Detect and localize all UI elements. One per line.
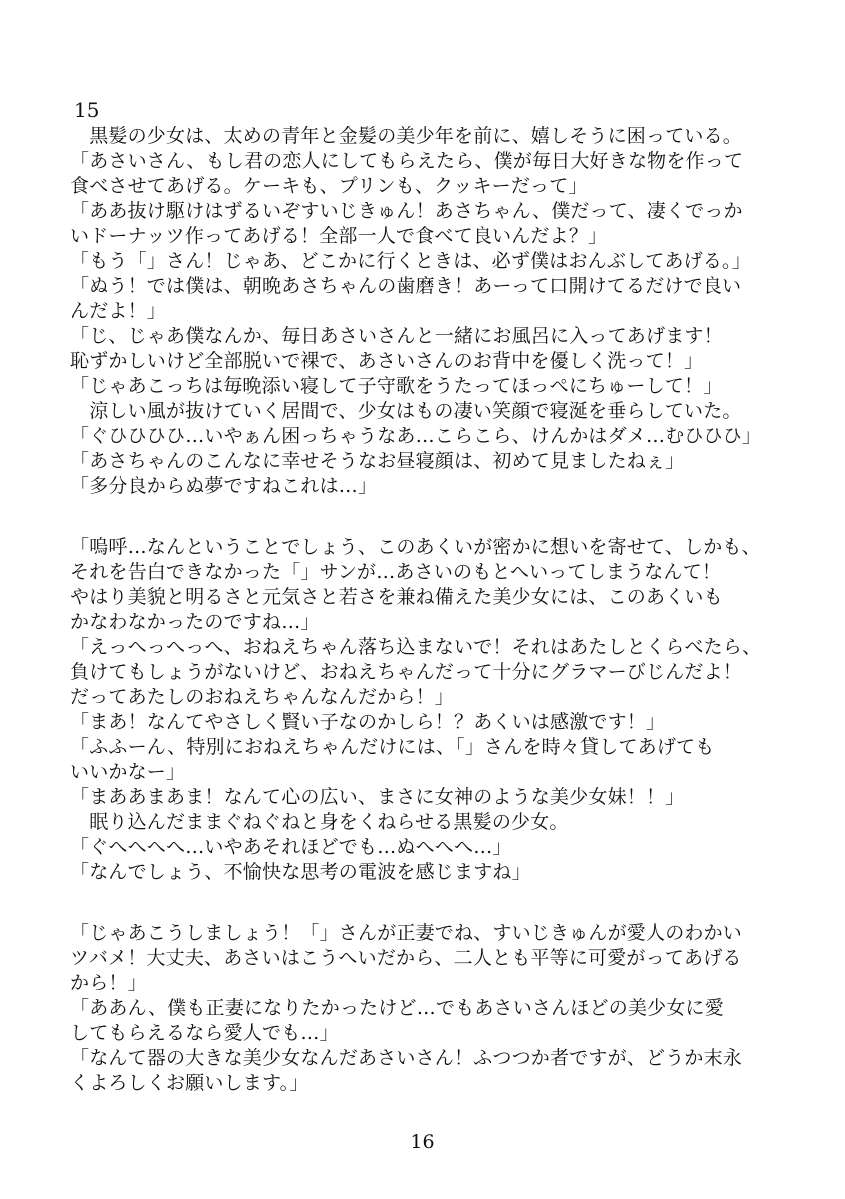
text-line: 「じゃあこっちは毎晩添い寝して子守歌をうたってほっぺにちゅーして！」 [70, 375, 723, 397]
text-line: 「ぬう！では僕は、朝晩あさちゃんの歯磨き！あーって口開けてるだけで良い [70, 275, 742, 297]
text-line: かなわなかったのですね…」 [70, 611, 320, 633]
paragraph-2 [70, 535, 800, 885]
text-line: 食べさせてあげる。ケーキも、プリンも、クッキーだって」 [70, 175, 588, 197]
text-line: 「あさちゃんのこんなに幸せそうなお昼寝顔は、初めて見ましたねぇ」 [70, 450, 685, 472]
text-line: 「まあ！なんてやさしく賢い子なのかしら！？あくいは感激です！」 [70, 711, 666, 733]
text-line: 「ああん、僕も正妻になりたかったけど…でもあさいさんほどの美少女に愛 [70, 997, 724, 1019]
text-line: ツバメ！大丈夫、あさいはこうへいだから、二人とも平等に可愛がってあげる [70, 947, 742, 969]
text-line: 「もう「」さん！じゃあ、どこかに行くときは、必ず僕はおんぶしてあげる。」 [70, 250, 751, 272]
text-line: 「じ、じゃあ僕なんか、毎日あさいさんと一緒にお風呂に入ってあげます！ [70, 325, 723, 347]
text-line: 黒髪の少女は、太めの青年と金髪の美少年を前に、嬉しそうに困っている。 [70, 125, 743, 147]
text-line: 「ああ抜け駆けはずるいぞすいじきゅん！あさちゃん、僕だって、凄くでっか [70, 200, 743, 222]
text-line: から！」 [70, 972, 147, 994]
text-line: いいかなー」 [70, 761, 186, 783]
body-text [70, 124, 800, 1096]
text-line: やはり美貌と明るさと元気さと若さを兼ね備えた美少女には、このあくいも [70, 586, 723, 608]
text-line: いドーナッツ作ってあげる！全部一人で食べて良いんだよ？」 [70, 225, 608, 247]
text-line: くよろしくお願いします。」 [70, 1072, 309, 1094]
text-line: だってあたしのおねえちゃんなんだから！」 [70, 686, 455, 708]
text-line: 恥ずかしいけど全部脱いで裸で、あさいさんのお背中を優しく洗って！」 [70, 350, 704, 372]
text-line: 「なんでしょう、不愉快な思考の電波を感じますね」 [70, 861, 531, 883]
text-line: 涼しい風が抜けていく居間で、少女はもの凄い笑顔で寝涎を垂らしていた。 [70, 400, 742, 422]
text-line: 「ぐへへへへ…いやあそれほどでも…ぬへへへ…」 [70, 836, 512, 858]
paragraph-gap [70, 499, 800, 535]
text-line: 「あさいさん、もし君の恋人にしてもらえたら、僕が毎日大好きな物を作って [70, 150, 744, 172]
paragraph-1 [70, 124, 800, 499]
text-line: 「ふふーん、特別におねえちゃんだけには、「」さんを時々貸してあげても [70, 736, 715, 758]
text-line: 眠り込んだままぐねぐねと身をくねらせる黒髪の少女。 [70, 811, 569, 833]
text-line: 負けてもしょうがないけど、おねえちゃんだって十分にグラマーびじんだよ！ [70, 661, 743, 683]
text-line: 「ぐひひひひ…いやぁん困っちゃうなあ…こらこら、けんかはダメ…むひひひ」 [70, 425, 762, 447]
text-line: 「まああまあま！なんて心の広い、まさに女神のような美少女妹！！」 [70, 786, 685, 808]
text-line: 「多分良からぬ夢ですねこれは…」 [70, 475, 378, 497]
text-line: 「じゃあこうしましょう！「」さんが正妻でね、すいじきゅんが愛人のわかい [70, 922, 743, 944]
text-line: それを告白できなかった「」サンが…あさいのもとへいってしまうなんて！ [70, 561, 722, 583]
text-line: んだよ！」 [70, 300, 167, 322]
paragraph-3 [70, 921, 800, 1096]
paragraph-gap [70, 885, 800, 921]
text-line: してもらえるなら愛人でも…」 [70, 1022, 339, 1044]
text-line: 「なんて器の大きな美少女なんだあさいさん！ふつつか者ですが、どうか末永 [70, 1047, 743, 1069]
text-line: 「えっへっへっへ、おねえちゃん落ち込まないで！それはあたしとくらべたら、 [70, 636, 762, 658]
text-line: 「嗚呼…なんということでしょう、このあくいが密かに想いを寄せて、しかも、 [70, 536, 761, 558]
page-number: 16 [410, 1131, 435, 1153]
chapter-number: 15 [74, 98, 100, 122]
